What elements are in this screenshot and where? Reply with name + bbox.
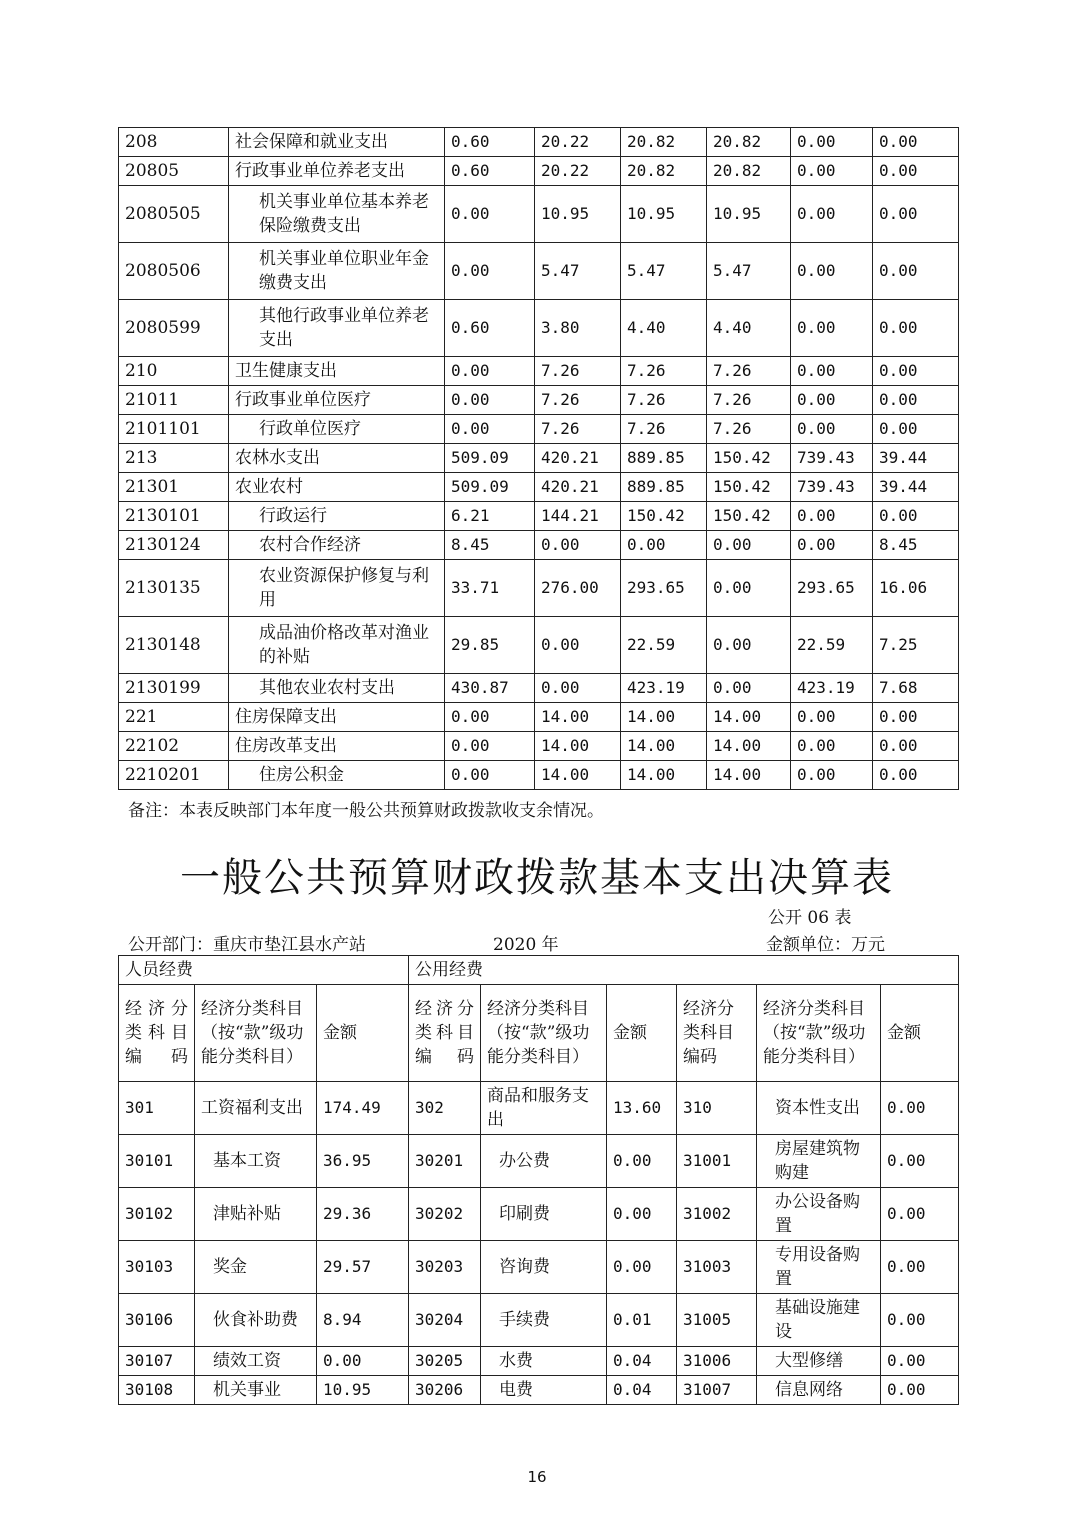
amount-cell: 7.68 <box>873 674 959 703</box>
amount-cell: 5.47 <box>621 243 707 300</box>
subject-name-cell: 卫生健康支出 <box>229 357 445 386</box>
table-row <box>119 502 959 531</box>
table-row <box>119 1188 959 1241</box>
subject-cell: 信息网络 <box>757 1376 881 1405</box>
subject-code-cell: 2130199 <box>119 674 229 703</box>
table-row <box>119 1294 959 1347</box>
subject-code-cell: 21301 <box>119 473 229 502</box>
table-row <box>119 560 959 617</box>
amount-cell: 20.22 <box>535 128 621 157</box>
subject-code-cell: 21011 <box>119 386 229 415</box>
subject-cell: 手续费 <box>481 1294 607 1347</box>
amount-cell: 36.95 <box>317 1135 409 1188</box>
amount-cell: 150.42 <box>707 444 791 473</box>
amount-cell: 16.06 <box>873 560 959 617</box>
subject-cell: 奖金 <box>195 1241 317 1294</box>
amount-cell: 0.60 <box>445 128 535 157</box>
amount-cell: 0.00 <box>707 617 791 674</box>
amount-cell: 0.00 <box>873 300 959 357</box>
column-header-row <box>119 985 959 1082</box>
code-cell: 30101 <box>119 1135 195 1188</box>
amount-cell: 739.43 <box>791 444 873 473</box>
table-row <box>119 1082 959 1135</box>
code-cell: 30203 <box>409 1241 481 1294</box>
amount-cell: 22.59 <box>621 617 707 674</box>
amount-cell: 0.00 <box>707 560 791 617</box>
subject-code-cell: 210 <box>119 357 229 386</box>
table-row <box>119 157 959 186</box>
table-row <box>119 444 959 473</box>
amount-cell: 0.00 <box>445 415 535 444</box>
budget-table-1 <box>118 127 959 790</box>
code-cell: 31005 <box>677 1294 757 1347</box>
table-row <box>119 473 959 502</box>
amount-cell: 3.80 <box>535 300 621 357</box>
amount-cell: 0.00 <box>535 531 621 560</box>
header-amount: 金额 <box>607 985 677 1082</box>
subject-cell: 工资福利支出 <box>195 1082 317 1135</box>
table-row <box>119 703 959 732</box>
amount-cell: 0.00 <box>791 157 873 186</box>
department-label: 公开部门：重庆市垫江县水产站 <box>128 935 366 955</box>
amount-cell: 7.26 <box>707 386 791 415</box>
amount-cell: 0.00 <box>873 357 959 386</box>
amount-cell: 0.00 <box>621 531 707 560</box>
subject-cell: 绩效工资 <box>195 1347 317 1376</box>
amount-cell: 0.00 <box>791 386 873 415</box>
amount-cell: 7.26 <box>707 415 791 444</box>
header-amount: 金额 <box>881 985 959 1082</box>
amount-cell: 7.25 <box>873 617 959 674</box>
subject-code-cell: 213 <box>119 444 229 473</box>
amount-cell: 14.00 <box>621 761 707 790</box>
subject-cell: 伙食补助费 <box>195 1294 317 1347</box>
group-personnel: 人员经费 <box>119 956 409 985</box>
subject-name-cell: 机关事业单位职业年金缴费支出 <box>229 243 445 300</box>
subject-code-cell: 208 <box>119 128 229 157</box>
subject-code-cell: 22102 <box>119 732 229 761</box>
subject-cell: 办公费 <box>481 1135 607 1188</box>
code-cell: 30202 <box>409 1188 481 1241</box>
amount-cell: 0.00 <box>607 1135 677 1188</box>
subject-code-cell: 2130124 <box>119 531 229 560</box>
amount-cell: 509.09 <box>445 444 535 473</box>
code-cell: 31006 <box>677 1347 757 1376</box>
amount-cell: 889.85 <box>621 444 707 473</box>
amount-cell: 276.00 <box>535 560 621 617</box>
amount-cell: 4.40 <box>621 300 707 357</box>
amount-cell: 0.00 <box>791 243 873 300</box>
amount-cell: 7.26 <box>621 386 707 415</box>
code-cell: 30107 <box>119 1347 195 1376</box>
subject-cell: 基础设施建设 <box>757 1294 881 1347</box>
amount-cell: 423.19 <box>621 674 707 703</box>
code-cell: 31001 <box>677 1135 757 1188</box>
amount-cell: 420.21 <box>535 444 621 473</box>
subject-cell: 专用设备购置 <box>757 1241 881 1294</box>
subject-name-cell: 社会保障和就业支出 <box>229 128 445 157</box>
subject-cell: 房屋建筑物购建 <box>757 1135 881 1188</box>
table-row <box>119 1347 959 1376</box>
amount-cell: 0.00 <box>707 531 791 560</box>
header-code: 经济分类科目编码 <box>677 985 757 1082</box>
amount-cell: 0.00 <box>791 128 873 157</box>
amount-cell: 0.04 <box>607 1347 677 1376</box>
code-cell: 301 <box>119 1082 195 1135</box>
amount-cell: 0.00 <box>873 703 959 732</box>
table-row <box>119 415 959 444</box>
subject-code-cell: 2130101 <box>119 502 229 531</box>
subject-cell: 基本工资 <box>195 1135 317 1188</box>
amount-cell: 10.95 <box>621 186 707 243</box>
subject-code-cell: 2101101 <box>119 415 229 444</box>
subject-cell: 商品和服务支出 <box>481 1082 607 1135</box>
subject-name-cell: 其他农业农村支出 <box>229 674 445 703</box>
subject-cell: 咨询费 <box>481 1241 607 1294</box>
amount-cell: 739.43 <box>791 473 873 502</box>
amount-cell: 0.00 <box>535 674 621 703</box>
amount-cell: 5.47 <box>535 243 621 300</box>
amount-cell: 8.45 <box>873 531 959 560</box>
amount-cell: 0.00 <box>607 1188 677 1241</box>
header-code: 经济分类科目编码 <box>409 985 481 1082</box>
amount-cell: 0.00 <box>873 386 959 415</box>
amount-cell: 0.00 <box>791 357 873 386</box>
subject-cell: 电费 <box>481 1376 607 1405</box>
code-cell: 30108 <box>119 1376 195 1405</box>
amount-cell: 430.87 <box>445 674 535 703</box>
amount-cell: 0.00 <box>881 1135 959 1188</box>
amount-cell: 0.00 <box>535 617 621 674</box>
amount-cell: 0.00 <box>873 243 959 300</box>
amount-cell: 0.00 <box>881 1347 959 1376</box>
subject-cell: 办公设备购置 <box>757 1188 881 1241</box>
table-code: 公开 06 表 <box>768 908 852 928</box>
amount-cell: 14.00 <box>707 703 791 732</box>
amount-cell: 0.00 <box>791 300 873 357</box>
subject-name-cell: 机关事业单位基本养老保险缴费支出 <box>229 186 445 243</box>
subject-name-cell: 其他行政事业单位养老支出 <box>229 300 445 357</box>
amount-cell: 39.44 <box>873 444 959 473</box>
subject-cell: 大型修缮 <box>757 1347 881 1376</box>
amount-cell: 0.00 <box>791 703 873 732</box>
amount-cell: 10.95 <box>707 186 791 243</box>
amount-cell: 889.85 <box>621 473 707 502</box>
table-row <box>119 1241 959 1294</box>
amount-cell: 150.42 <box>621 502 707 531</box>
code-cell: 31003 <box>677 1241 757 1294</box>
header-code: 经济分类科目编码 <box>119 985 195 1082</box>
amount-cell: 0.00 <box>707 674 791 703</box>
amount-cell: 7.26 <box>707 357 791 386</box>
amount-cell: 0.00 <box>445 703 535 732</box>
amount-cell: 6.21 <box>445 502 535 531</box>
amount-cell: 0.00 <box>791 732 873 761</box>
amount-cell: 0.00 <box>873 502 959 531</box>
amount-cell: 7.26 <box>621 415 707 444</box>
code-cell: 31007 <box>677 1376 757 1405</box>
subject-name-cell: 行政事业单位养老支出 <box>229 157 445 186</box>
amount-cell: 0.60 <box>445 300 535 357</box>
amount-cell: 0.00 <box>791 502 873 531</box>
subject-code-cell: 2080599 <box>119 300 229 357</box>
amount-cell: 0.00 <box>607 1241 677 1294</box>
amount-cell: 0.00 <box>881 1188 959 1241</box>
budget-table-1-body <box>119 128 959 790</box>
amount-cell: 0.00 <box>791 531 873 560</box>
subject-code-cell: 2210201 <box>119 761 229 790</box>
table-row <box>119 732 959 761</box>
amount-cell: 33.71 <box>445 560 535 617</box>
amount-cell: 150.42 <box>707 473 791 502</box>
group-header-row <box>119 956 959 985</box>
page-number: 16 <box>527 1468 547 1486</box>
table-row <box>119 243 959 300</box>
amount-cell: 0.00 <box>445 386 535 415</box>
amount-cell: 10.95 <box>535 186 621 243</box>
header-subject: 经济分类科目（按“款”级功能分类科目） <box>481 985 607 1082</box>
amount-cell: 8.45 <box>445 531 535 560</box>
amount-cell: 29.57 <box>317 1241 409 1294</box>
subject-name-cell: 住房改革支出 <box>229 732 445 761</box>
amount-cell: 0.00 <box>881 1294 959 1347</box>
code-cell: 30205 <box>409 1347 481 1376</box>
subject-name-cell: 行政单位医疗 <box>229 415 445 444</box>
amount-cell: 420.21 <box>535 473 621 502</box>
amount-cell: 0.00 <box>791 761 873 790</box>
amount-cell: 0.00 <box>881 1082 959 1135</box>
amount-cell: 0.00 <box>881 1376 959 1405</box>
subject-cell: 水费 <box>481 1347 607 1376</box>
subject-cell: 机关事业 <box>195 1376 317 1405</box>
subject-name-cell: 住房公积金 <box>229 761 445 790</box>
table-row <box>119 531 959 560</box>
subject-code-cell: 2130135 <box>119 560 229 617</box>
group-public: 公用经费 <box>409 956 959 985</box>
subject-name-cell: 农村合作经济 <box>229 531 445 560</box>
basic-expenditure-table <box>118 955 959 1405</box>
amount-cell: 29.85 <box>445 617 535 674</box>
code-cell: 30102 <box>119 1188 195 1241</box>
amount-cell: 29.36 <box>317 1188 409 1241</box>
subject-name-cell: 住房保障支出 <box>229 703 445 732</box>
amount-cell: 0.00 <box>873 157 959 186</box>
amount-cell: 10.95 <box>317 1376 409 1405</box>
amount-cell: 0.00 <box>873 415 959 444</box>
amount-cell: 14.00 <box>535 703 621 732</box>
amount-cell: 20.82 <box>707 157 791 186</box>
amount-cell: 0.00 <box>445 761 535 790</box>
subject-name-cell: 农业资源保护修复与利用 <box>229 560 445 617</box>
amount-cell: 0.00 <box>791 415 873 444</box>
amount-cell: 14.00 <box>535 732 621 761</box>
amount-cell: 39.44 <box>873 473 959 502</box>
subject-code-cell: 2130148 <box>119 617 229 674</box>
amount-cell: 20.22 <box>535 157 621 186</box>
unit-label: 金额单位：万元 <box>766 935 885 955</box>
subject-name-cell: 行政事业单位医疗 <box>229 386 445 415</box>
amount-cell: 0.00 <box>791 186 873 243</box>
table-row <box>119 128 959 157</box>
subject-name-cell: 行政运行 <box>229 502 445 531</box>
amount-cell: 5.47 <box>707 243 791 300</box>
table-note: 备注：本表反映部门本年度一般公共预算财政拨款收支余情况。 <box>128 801 604 821</box>
code-cell: 30103 <box>119 1241 195 1294</box>
amount-cell: 22.59 <box>791 617 873 674</box>
subject-name-cell: 农林水支出 <box>229 444 445 473</box>
amount-cell: 20.82 <box>707 128 791 157</box>
amount-cell: 144.21 <box>535 502 621 531</box>
amount-cell: 14.00 <box>621 703 707 732</box>
subject-cell: 津贴补贴 <box>195 1188 317 1241</box>
subject-code-cell: 20805 <box>119 157 229 186</box>
table-row <box>119 617 959 674</box>
code-cell: 30204 <box>409 1294 481 1347</box>
amount-cell: 0.60 <box>445 157 535 186</box>
amount-cell: 0.00 <box>873 128 959 157</box>
code-cell: 30106 <box>119 1294 195 1347</box>
page-title: 一般公共预算财政拨款基本支出决算表 <box>180 855 894 901</box>
table-row <box>119 1135 959 1188</box>
subject-cell: 印刷费 <box>481 1188 607 1241</box>
amount-cell: 0.00 <box>881 1241 959 1294</box>
amount-cell: 0.00 <box>317 1347 409 1376</box>
amount-cell: 0.00 <box>873 732 959 761</box>
amount-cell: 20.82 <box>621 128 707 157</box>
table-row <box>119 761 959 790</box>
amount-cell: 14.00 <box>707 761 791 790</box>
amount-cell: 0.01 <box>607 1294 677 1347</box>
subject-name-cell: 农业农村 <box>229 473 445 502</box>
amount-cell: 0.00 <box>873 761 959 790</box>
header-subject: 经济分类科目（按“款”级功能分类科目） <box>757 985 881 1082</box>
code-cell: 30206 <box>409 1376 481 1405</box>
amount-cell: 14.00 <box>621 732 707 761</box>
amount-cell: 14.00 <box>535 761 621 790</box>
amount-cell: 4.40 <box>707 300 791 357</box>
code-cell: 31002 <box>677 1188 757 1241</box>
amount-cell: 293.65 <box>791 560 873 617</box>
amount-cell: 150.42 <box>707 502 791 531</box>
basic-expenditure-table-body <box>119 956 959 1405</box>
subject-code-cell: 221 <box>119 703 229 732</box>
amount-cell: 14.00 <box>707 732 791 761</box>
year-label: 2020 年 <box>493 935 559 955</box>
table-row <box>119 186 959 243</box>
amount-cell: 423.19 <box>791 674 873 703</box>
amount-cell: 20.82 <box>621 157 707 186</box>
subject-code-cell: 2080505 <box>119 186 229 243</box>
amount-cell: 0.00 <box>445 732 535 761</box>
amount-cell: 0.00 <box>873 186 959 243</box>
header-subject: 经济分类科目（按“款”级功能分类科目） <box>195 985 317 1082</box>
amount-cell: 13.60 <box>607 1082 677 1135</box>
amount-cell: 7.26 <box>621 357 707 386</box>
subject-code-cell: 2080506 <box>119 243 229 300</box>
amount-cell: 509.09 <box>445 473 535 502</box>
amount-cell: 0.00 <box>445 357 535 386</box>
code-cell: 310 <box>677 1082 757 1135</box>
code-cell: 30201 <box>409 1135 481 1188</box>
table-row <box>119 1376 959 1405</box>
amount-cell: 0.00 <box>445 186 535 243</box>
header-amount: 金额 <box>317 985 409 1082</box>
table-row <box>119 300 959 357</box>
amount-cell: 293.65 <box>621 560 707 617</box>
amount-cell: 0.04 <box>607 1376 677 1405</box>
table-row <box>119 674 959 703</box>
amount-cell: 8.94 <box>317 1294 409 1347</box>
subject-name-cell: 成品油价格改革对渔业的补贴 <box>229 617 445 674</box>
code-cell: 302 <box>409 1082 481 1135</box>
amount-cell: 0.00 <box>445 243 535 300</box>
amount-cell: 7.26 <box>535 357 621 386</box>
table-row <box>119 357 959 386</box>
amount-cell: 7.26 <box>535 386 621 415</box>
subject-cell: 资本性支出 <box>757 1082 881 1135</box>
amount-cell: 174.49 <box>317 1082 409 1135</box>
table-row <box>119 386 959 415</box>
amount-cell: 7.26 <box>535 415 621 444</box>
